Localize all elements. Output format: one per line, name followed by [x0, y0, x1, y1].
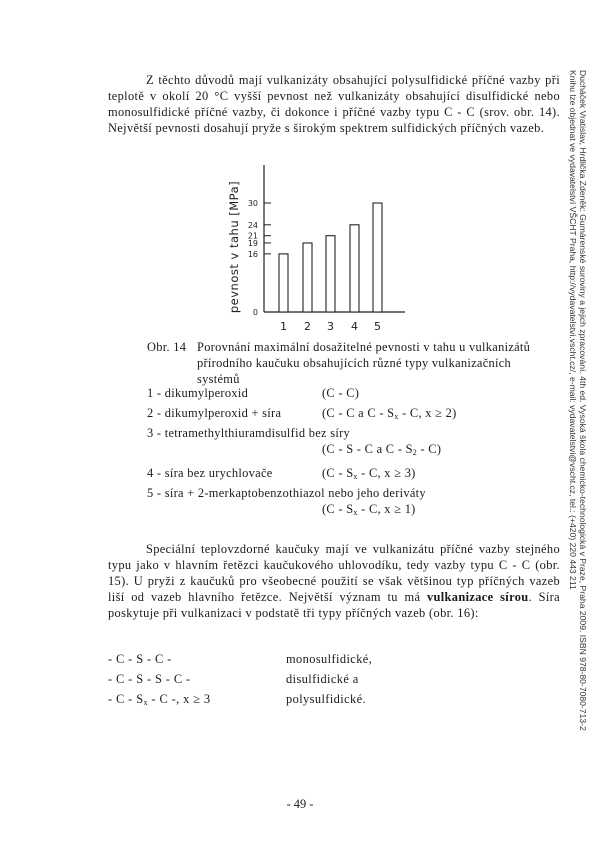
y-axis-label: pevnost v tahu [MPa] [227, 180, 241, 314]
bond-formula: - C - S - C - [108, 652, 172, 666]
x-tick-label: 5 [374, 320, 381, 333]
y-tick-label: 16 [247, 249, 258, 259]
legend-item-formula: (C - C a C - $S_x$ - C, x ≥ 2) [322, 406, 457, 421]
bond-formula: - C - S - S - C - [108, 672, 191, 686]
legend-item-name: 3 - tetramethylthiuramdisulfid bez síry [147, 426, 351, 440]
legend-item-name: 1 - dikumylperoxid [147, 386, 249, 400]
legend-item-formula: ($C - S_x$ - C, x ≥ 3) [322, 466, 416, 481]
legend-item-name: 4 - síra bez urychlovače [147, 466, 273, 480]
legend-item-name: 2 - dikumylperoxid + síra [147, 406, 282, 420]
y-tick-label: 19 [247, 238, 258, 248]
y-tick-label: 24 [247, 220, 258, 230]
paragraph-vulcanization [108, 541, 560, 621]
bond-formula: - C - $S_x$ - C -, x ≥ 3 [108, 692, 211, 707]
side-note-line-2: Knihu lze objednat ve vydavatelství VŠCHT Praha, http://vydavatelstvi.vscht.cz/, e-mail: vydavatelstvi@vscht.cz, tel.: (+420) 220 443 211 [568, 70, 578, 590]
legend-item-name: 5 - síra + 2-merkaptobenzothiazol nebo jeho deriváty [147, 486, 426, 500]
figure-label: Obr. 14 [147, 340, 187, 354]
y-tick-label: 0 [252, 308, 258, 317]
bold-term: vulkanizace sírou [426, 590, 529, 604]
x-tick-label: 4 [351, 320, 358, 333]
paragraph-text-part: . Síra poskytuje při vulkanizaci v podstatě tři typy příčných vazeb (obr. 16): [108, 590, 560, 620]
x-tick-label: 1 [280, 320, 287, 333]
figure-caption-text: Porovnání maximální dosažitelné pevnosti v tahu u vulkanizátů přírodního kaučuku obsahujících různé typy vulkanizačních systémů [197, 340, 531, 386]
bar [350, 225, 359, 312]
bond-name: monosulfidické, [286, 652, 373, 666]
legend-item-formula: ($C - S_x$ - C, x ≥ 1) [322, 502, 416, 517]
x-tick-label: 3 [327, 320, 334, 333]
legend-item-formula: (C - S - C a C - $S_2 - C$) [322, 442, 442, 457]
chart-svg [0, 0, 600, 340]
page-number: - 49 - [286, 797, 314, 811]
y-tick-label: 30 [247, 199, 258, 208]
x-tick-label: 2 [304, 320, 311, 333]
bar [373, 203, 382, 312]
y-tick-label: 21 [247, 231, 258, 241]
bar [303, 243, 312, 312]
side-citation-note [568, 70, 588, 731]
bar [326, 236, 335, 312]
paragraph-intro-text: Z těchto důvodů mají vulkanizáty obsahující polysulfidické příčné vazby při teplotě v okolí 20 °C vyšší pevnost než vulkanizáty obsahující disulfidické nebo monosulfidické příčné vazby, či dokonce i příčné vazby typu C - C (srov. obr. 14). Největší pevnosti dosahují pryže s širokým spektrem sulfidických příčných vazeb. [108, 73, 560, 135]
bar [279, 254, 288, 312]
paragraph-intro [108, 72, 560, 136]
side-note-line-1: Ducháček Vratislav, Hrdlička Zdeněk: Gumárenské suroviny a jejich zpracování. 4th ed. Vysoká škola chemicko-technologická v Praze, Praha 2009. ISBN 978-80-7080-713-2 [578, 70, 588, 731]
bar-chart-figure-14 [0, 0, 600, 340]
bond-name: disulfidické a [286, 672, 359, 686]
legend-item-formula: (C - C) [322, 386, 360, 400]
paragraph-text-part: Speciální teplovzdorné kaučuky mají ve vulkanizátu příčné vazby stejného typu jako v hlavním řetězci kaučukového uhlovodíku, tedy vazby typu C - C (obr. 15). U pryži z kaučuků pro všeobecné použití se však většinou typ příčných vazeb liší od vazeb hlavního řetězce. Největší význam tu má [108, 542, 560, 604]
bond-name: polysulfidické. [286, 692, 366, 706]
